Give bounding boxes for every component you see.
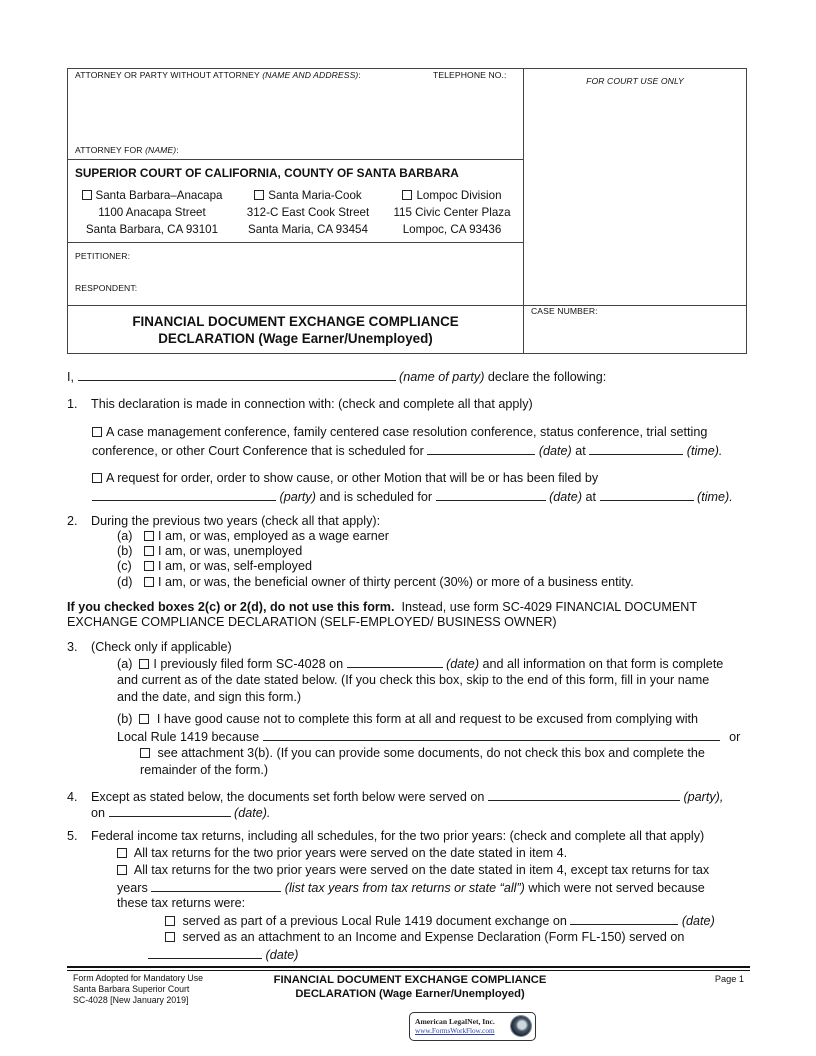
division-checkbox-row[interactable]: Santa Barbara–Anacapa (76, 187, 228, 204)
globe-icon (511, 1016, 531, 1036)
conference-time-input[interactable] (589, 442, 683, 455)
warning-notice: If you checked boxes 2(c) or 2(d), do not use this form. Instead, use form SC-4029 FINANCIAL DOCUMENT (67, 600, 698, 614)
conference-checkbox[interactable] (92, 427, 102, 437)
court-divisions (67, 187, 524, 239)
item-1-heading: 1. This declaration is made in connection with: (check and complete all that apply) (67, 397, 533, 411)
respondent-field[interactable]: RESPONDENT: (75, 283, 138, 293)
division-santa-maria: Santa Maria-Cook 312-C East Cook Street Santa Maria, CA 93454 (237, 187, 379, 238)
item-2-option-d: (d) I am, or was, the beneficial owner of thirty percent (30%) or more of a business entity. (117, 575, 634, 589)
checkbox-icon[interactable] (254, 190, 264, 200)
item-3-heading: 3. (Check only if applicable) (67, 640, 232, 654)
footer-rule-thick (67, 966, 750, 968)
item-3b-attachment: see attachment 3(b). (If you can provide some documents, do not check this box and complete the (140, 745, 705, 762)
caption-line (67, 242, 524, 243)
item-5-option-all-served: All tax returns for the two prior years were served on the date stated in item 4. (117, 845, 567, 862)
checkbox-icon[interactable] (402, 190, 412, 200)
item-2-option-c: (c) I am, or was, self-employed (117, 559, 312, 573)
court-name: SUPERIOR COURT OF CALIFORNIA, COUNTY OF SANTA BARBARA (75, 166, 459, 180)
caption-line (67, 305, 747, 306)
footer-title: FINANCIAL DOCUMENT EXCHANGE COMPLIANCE DECLARATION (Wage Earner/Unemployed) (273, 974, 547, 1000)
item-2-option-a: (a) I am, or was, employed as a wage earner (117, 529, 389, 543)
good-cause-checkbox[interactable] (139, 714, 149, 724)
division-lompoc: Lompoc Division 115 Civic Center Plaza Lompoc, CA 93436 (386, 187, 518, 238)
previous-exchange-checkbox[interactable] (165, 916, 175, 926)
attorney-for-field[interactable]: ATTORNEY FOR (NAME): (75, 145, 179, 155)
item-5-except-line3: these tax returns were: (117, 896, 246, 910)
item-1-motion-line2: (party) and is scheduled for (date) at (time). (92, 488, 733, 506)
footer-form-info: Form Adopted for Mandatory Use Santa Barbara Superior Court SC-4028 [New January 2019] (73, 973, 204, 1005)
item-4-line1: 4. Except as stated below, the documents set forth below were served on (party), (67, 790, 724, 804)
division-checkbox-row[interactable]: Lompoc Division (386, 187, 518, 204)
caption-line (67, 159, 524, 160)
item-5-sub-previous-exchange: served as part of a previous Local Rule 1419 document exchange on (date) (165, 912, 715, 930)
case-number-field[interactable]: CASE NUMBER: (531, 306, 598, 316)
item-5-heading: 5. Federal income tax returns, including all schedules, for the two prior years: (check and complete all that apply) (67, 829, 705, 843)
previously-filed-date-input[interactable] (347, 655, 443, 668)
petitioner-field[interactable]: PETITIONER: (75, 251, 131, 261)
previously-filed-checkbox[interactable] (139, 659, 149, 669)
good-cause-reason-input[interactable] (263, 728, 720, 741)
previous-exchange-date-input[interactable] (570, 912, 678, 925)
motion-party-input[interactable] (92, 488, 276, 501)
item-1-option-motion: A request for order, order to show cause, or other Motion that will be or has been filed by (92, 470, 598, 487)
form-title: FINANCIAL DOCUMENT EXCHANGE COMPLIANCE DECLARATION (Wage Earner/Unemployed) (132, 314, 459, 346)
item-3a-line2: and current as of the date stated below. (If you check this box, skip to the end of this form, fill in your name (117, 673, 710, 687)
item-3a-line3: and the date, and sign this form.) (117, 690, 302, 704)
footer-page-number: Page 1 (714, 974, 744, 984)
served-date-input[interactable] (109, 804, 231, 817)
item-3b-line1: (b) I have good cause not to complete this form at all and request to be excused from complying with (117, 712, 699, 726)
attorney-field[interactable]: ATTORNEY OR PARTY WITHOUT ATTORNEY (NAME AND ADDRESS): (75, 70, 361, 80)
motion-time-input[interactable] (600, 488, 694, 501)
warning-notice-line2: EXCHANGE COMPLIANCE DECLARATION (SELF-EMPLOYED/ BUSINESS OWNER) (67, 615, 557, 629)
item-2-option-b: (b) I am, or was, unemployed (117, 544, 303, 558)
item-3b-line2: Local Rule 1419 because or (117, 730, 741, 744)
american-legalnet-logo[interactable]: American LegalNet, Inc. www.FormsWorkFlow.com (409, 1012, 536, 1041)
court-use-only-label: FOR COURT USE ONLY (586, 76, 684, 86)
item-3b-attachment-line2: remainder of the form.) (140, 763, 269, 777)
item-1-option-conference: A case management conference, family centered case resolution conference, status conference, trial setting (92, 424, 707, 441)
division-checkbox-row[interactable]: Santa Maria-Cook (237, 187, 379, 204)
conference-date-input[interactable] (427, 442, 535, 455)
party-name-input[interactable] (78, 368, 396, 381)
telephone-field[interactable]: TELEPHONE NO.: (433, 70, 507, 80)
fl150-date-input[interactable] (148, 946, 262, 959)
item-5-except-line2: years (list tax years from tax returns or state “all”) which were not served because (117, 881, 705, 895)
returns-except-checkbox[interactable] (117, 865, 127, 875)
all-returns-served-checkbox[interactable] (117, 848, 127, 858)
item-4-line2: on (date). (91, 806, 271, 820)
intro-line: I, (name of party) declare the following: (67, 370, 607, 384)
footer-rule-thin (67, 970, 750, 971)
wage-earner-checkbox[interactable] (144, 531, 154, 541)
checkbox-icon[interactable] (82, 190, 92, 200)
business-owner-checkbox[interactable] (144, 577, 154, 587)
attachment-checkbox[interactable] (140, 748, 150, 758)
item-3a-line1: (a) I previously filed form SC-4028 on (date) and all information on that form is complete (117, 657, 724, 671)
motion-date-input[interactable] (436, 488, 546, 501)
motion-checkbox[interactable] (92, 473, 102, 483)
item-5-option-except: All tax returns for the two prior years were served on the date stated in item 4, except tax returns for tax (117, 862, 709, 879)
fl150-attachment-checkbox[interactable] (165, 932, 175, 942)
item-5-sub-fl150-line2: (date) (180, 946, 298, 964)
item-1-conference-line2: conference, or other Court Conference that is scheduled for (date) at (time). (92, 444, 723, 458)
served-party-input[interactable] (488, 788, 680, 801)
division-anacapa: Santa Barbara–Anacapa 1100 Anacapa Street Santa Barbara, CA 93101 (76, 187, 228, 238)
item-5-sub-fl150: served as an attachment to an Income and Expense Declaration (Form FL-150) served on (165, 929, 684, 946)
tax-years-input[interactable] (151, 879, 281, 892)
self-employed-checkbox[interactable] (144, 561, 154, 571)
unemployed-checkbox[interactable] (144, 546, 154, 556)
item-2-heading: 2. During the previous two years (check all that apply): (67, 514, 381, 528)
